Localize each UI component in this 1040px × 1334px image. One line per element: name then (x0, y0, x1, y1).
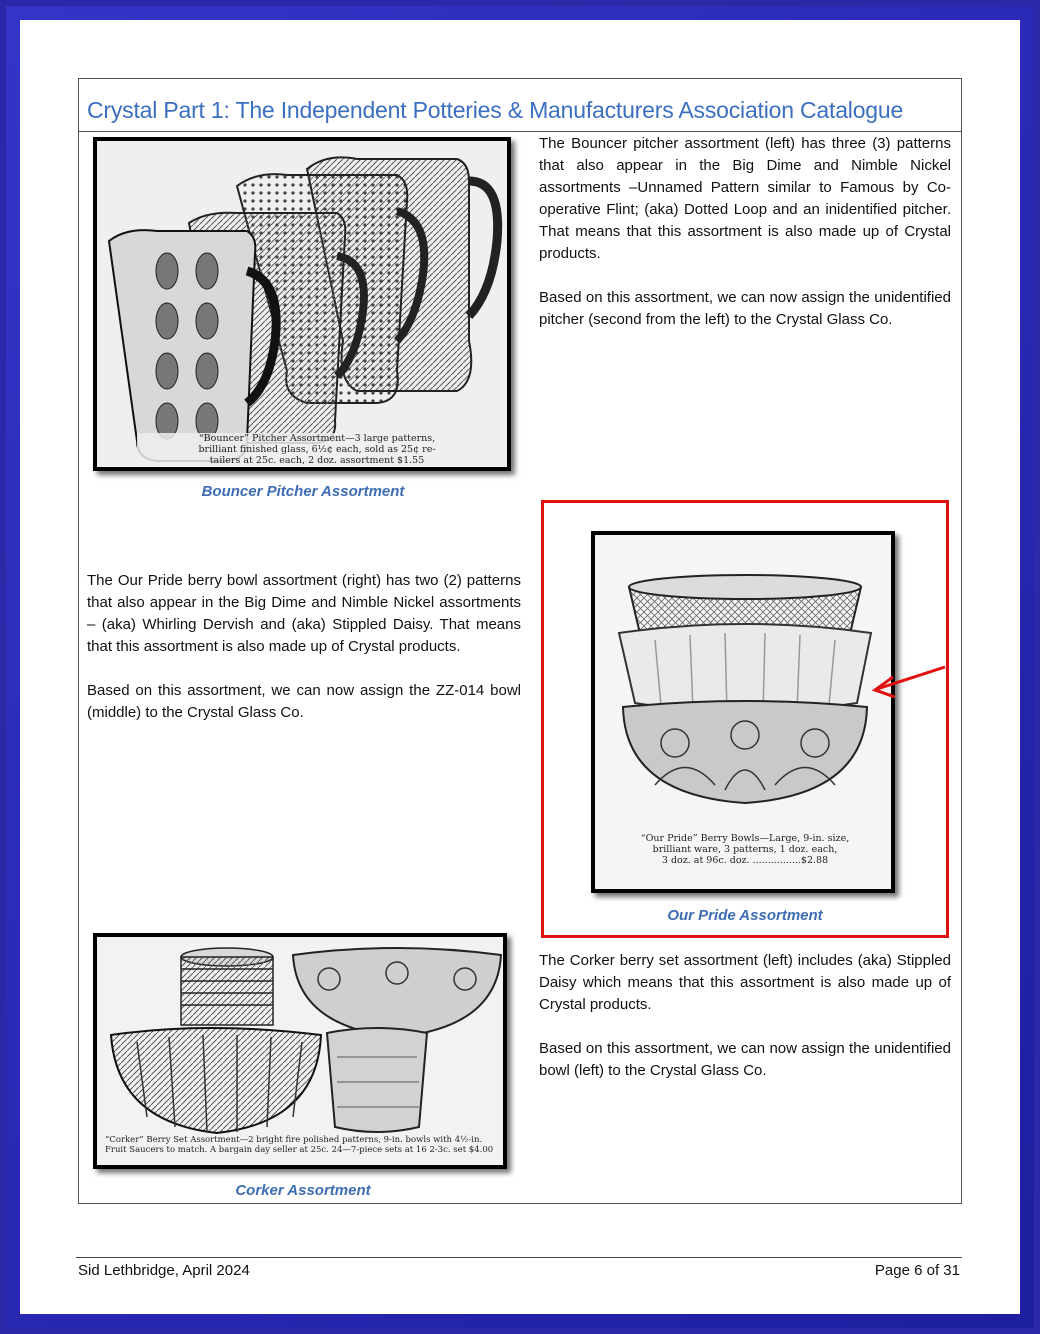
paragraph: The Our Pride berry bowl assortment (right) has two (2) patterns that also appear in the Big Dime and Nimble Nickel assortments – (aka) Whirling Dervish and (aka) Stippled Daisy. That means that this assortment is also made up of Crystal products. (87, 572, 521, 655)
corker-caption: Corker Assortment (235, 1182, 371, 1199)
image-caption-line: tailers at 25c. each, 2 doz. assortment $1.55 (209, 455, 425, 466)
image-caption-line: “Corker” Berry Set Assortment—2 bright fire polished patterns, 9-in. bowls with 4½-in. (105, 1135, 483, 1145)
content-box (78, 78, 962, 1204)
corker-illustration (97, 937, 503, 1165)
image-caption-line: Fruit Saucers to match. A bargain day seller at 25c. 24—7-piece sets at 16 2-3c. set $4.00 (105, 1145, 494, 1155)
red-arrow-icon (865, 665, 947, 705)
image-caption-line: brilliant ware, 3 patterns, 1 doz. each, (652, 844, 838, 855)
pitchers-illustration (97, 141, 507, 467)
bouncer-image-caption (137, 433, 497, 466)
our-pride-image-caption (605, 833, 885, 866)
corker-text (539, 950, 951, 1104)
corker-image (93, 933, 507, 1169)
title-divider (79, 131, 961, 132)
bouncer-text (539, 133, 951, 353)
bouncer-caption: Bouncer Pitcher Assortment (201, 483, 405, 500)
footer-page-number: Page 6 of 31 (874, 1262, 960, 1279)
paragraph: Based on this assortment, we can now assign the ZZ-014 bowl (middle) to the Crystal Glass Co. (87, 682, 521, 721)
our-pride-image (591, 531, 895, 893)
image-caption-line: “Bouncer” Pitcher Assortment—3 large patterns, (198, 433, 436, 444)
page-title: Crystal Part 1: The Independent Potteries & Manufacturers Association Catalogue (87, 97, 904, 123)
image-caption-line: “Our Pride” Berry Bowls—Large, 9-in. size, (640, 833, 850, 844)
corker-image-caption (105, 1135, 501, 1155)
paragraph: Based on this assortment, we can now assign the unidentified bowl (left) to the Crystal Glass Co. (539, 1040, 951, 1079)
paragraph: Based on this assortment, we can now assign the unidentified pitcher (second from the left) to the Crystal Glass Co. (539, 289, 951, 328)
image-caption-line: 3 doz. at 96c. doz. ................$2.88 (661, 855, 829, 866)
our-pride-caption: Our Pride Assortment (667, 907, 823, 924)
our-pride-text (87, 570, 521, 746)
document-page (20, 20, 1020, 1314)
footer-divider (76, 1257, 962, 1258)
footer-author-date: Sid Lethbridge, April 2024 (78, 1262, 250, 1279)
image-caption-line: brilliant finished glass, 6½¢ each, sold as 25¢ re- (198, 444, 436, 455)
paragraph: The Corker berry set assortment (left) includes (aka) Stippled Daisy which means that this assortment is also made up of Crystal products. (539, 952, 951, 1013)
paragraph: The Bouncer pitcher assortment (left) has three (3) patterns that also appear in the Big Dime and Nimble Nickel assortments –Unnamed Pattern similar to Famous by Co-operative Flint; (aka) Dotted Loop and an inidentified pitcher. That means that this assortment is also made up of Crystal products. (539, 135, 951, 262)
bouncer-pitcher-image (93, 137, 511, 471)
